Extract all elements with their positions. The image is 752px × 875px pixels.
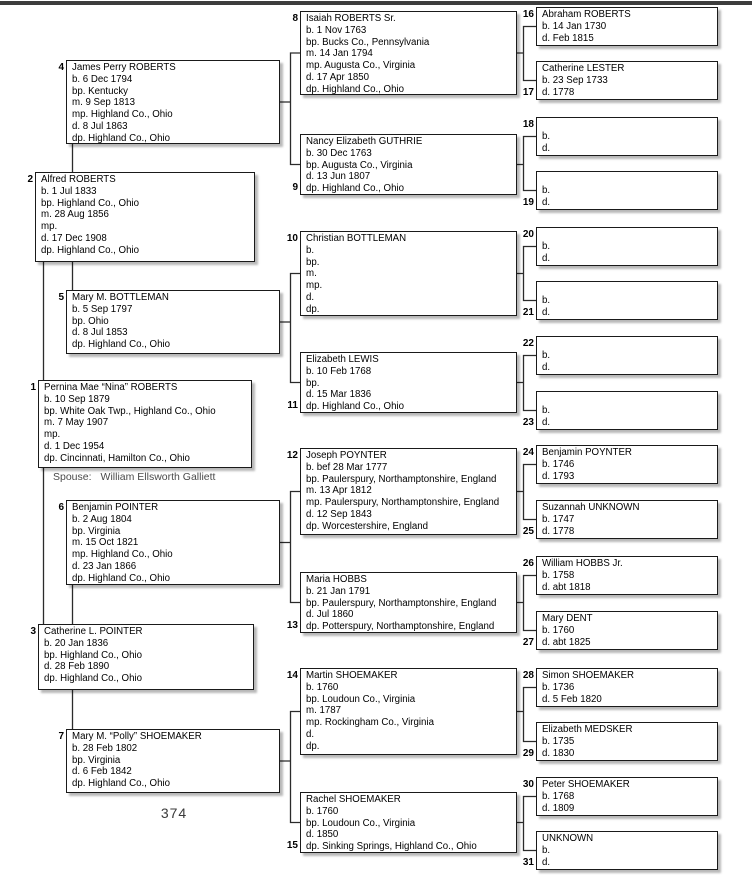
person-detail-line: m. 28 Aug 1856	[41, 209, 109, 221]
person-box-15	[286, 792, 517, 853]
person-number: 9	[292, 182, 298, 193]
spouse-line	[53, 471, 215, 483]
person-detail-line: b. 1760	[542, 624, 575, 636]
person-detail-line: d. 23 Jan 1866	[72, 560, 137, 572]
person-number: 26	[522, 558, 534, 569]
person-name: Isaiah ROBERTS Sr.	[306, 13, 396, 24]
person-box-13	[286, 572, 517, 633]
person-detail-line: mp. Highland Co., Ohio	[72, 109, 173, 121]
person-detail-line: m. 15 Oct 1821	[72, 537, 139, 549]
person-detail-line: bp. Paulerspury, Northamptonshire, England	[306, 473, 497, 485]
person-detail-line: dp.	[306, 740, 320, 752]
person-detail-line: dp. Highland Co., Ohio	[72, 132, 171, 144]
person-number: 15	[286, 840, 298, 851]
person-detail-line: d. Feb 1815	[542, 32, 594, 44]
person-detail-line: b. 30 Dec 1763	[306, 147, 372, 159]
person-detail-line: b.	[542, 404, 551, 416]
person-detail-line: d. 1830	[542, 747, 575, 759]
person-box-3	[30, 624, 254, 690]
person-detail-line: b. 1747	[542, 513, 575, 525]
person-detail-line: mp.	[41, 221, 58, 233]
person-name	[542, 338, 714, 350]
person-box-17	[522, 61, 718, 100]
person-detail-line: b. 28 Feb 1802	[72, 742, 138, 754]
person-box-2	[27, 172, 255, 262]
person-number: 13	[286, 620, 298, 631]
person-detail-line: d.	[542, 142, 551, 154]
person-detail-line: dp. Potterspury, Northamptonshire, England	[306, 621, 495, 633]
person-detail-line: d. 17 Dec 1908	[41, 232, 107, 244]
person-number: 31	[522, 857, 534, 868]
person-detail-line: d. 1809	[542, 802, 575, 814]
person-detail-line: b. 14 Jan 1730	[542, 20, 607, 32]
person-detail-line: mp. Highland Co., Ohio	[72, 549, 173, 561]
spouse-name: William Ellsworth Galliett	[100, 471, 216, 483]
person-box-7	[58, 729, 280, 793]
person-box-23	[522, 391, 718, 430]
person-number: 22	[522, 338, 534, 349]
person-box-28	[522, 668, 718, 707]
person-detail-line: b. 1760	[306, 681, 339, 693]
person-name: William HOBBS Jr.	[542, 558, 623, 569]
person-box-11	[287, 352, 517, 413]
person-detail-line: d. 1 Dec 1954	[44, 440, 105, 452]
person-name: Mary M. BOTTLEMAN	[72, 292, 169, 303]
person-detail-line: dp. Sinking Springs, Highland Co., Ohio	[306, 841, 477, 853]
person-detail-line: m.	[306, 268, 317, 280]
person-name: Mary DENT	[542, 613, 593, 624]
person-detail-line: d.	[542, 361, 551, 373]
person-detail-line: d. 8 Jul 1853	[72, 327, 128, 339]
person-box-21	[522, 281, 718, 320]
person-detail-line: dp.	[306, 303, 320, 315]
person-detail-line: dp. Highland Co., Ohio	[72, 572, 171, 584]
person-detail-line: m. 14 Jan 1794	[306, 48, 373, 60]
person-number: 7	[58, 731, 64, 742]
person-box-31	[522, 831, 718, 870]
person-detail-line: b.	[306, 244, 315, 256]
person-box-26	[522, 556, 718, 595]
person-name: Joseph POYNTER	[306, 450, 387, 461]
person-box-18	[522, 117, 718, 156]
person-detail-line: b. 10 Sep 1879	[44, 393, 110, 405]
person-name: Martin SHOEMAKER	[306, 670, 398, 681]
person-number: 29	[522, 748, 534, 759]
person-box-9	[292, 134, 517, 195]
person-detail-line: b. 1 Nov 1763	[306, 24, 367, 36]
person-name: Catherine LESTER	[542, 63, 625, 74]
person-number: 28	[522, 670, 534, 681]
person-name: UNKNOWN	[542, 833, 594, 844]
person-box-30	[522, 777, 718, 816]
person-detail-line: bp. Highland Co., Ohio	[44, 649, 143, 661]
person-detail-line: b. 6 Dec 1794	[72, 73, 133, 85]
person-number: 2	[27, 174, 33, 185]
person-box-29	[522, 722, 718, 761]
person-number: 21	[522, 307, 534, 318]
person-name: Christian BOTTLEMAN	[306, 233, 407, 244]
person-detail-line: dp. Highland Co., Ohio	[41, 244, 140, 256]
person-detail-line: b.	[542, 349, 551, 361]
person-detail-line: bp. Virginia	[72, 754, 121, 766]
person-name: Maria HOBBS	[306, 574, 367, 585]
person-detail-line: d. 8 Jul 1863	[72, 120, 128, 132]
person-detail-line: b. 1746	[542, 458, 575, 470]
person-detail-line: d.	[542, 306, 551, 318]
person-box-5	[58, 290, 280, 354]
page-number: 374	[160, 805, 188, 821]
person-detail-line: d.	[306, 291, 315, 303]
person-number: 14	[286, 670, 298, 681]
person-detail-line: d.	[542, 416, 551, 428]
person-number: 3	[30, 626, 36, 637]
person-detail-line: d. 1778	[542, 86, 575, 98]
person-name: Catherine L. POINTER	[44, 626, 143, 637]
person-name: Benjamin POINTER	[72, 502, 159, 513]
person-detail-line: b.	[542, 184, 551, 196]
person-name: Pernina Mae “Nina” ROBERTS	[44, 382, 178, 393]
person-detail-line: d. 1850	[306, 829, 339, 841]
person-detail-line: bp.	[306, 377, 320, 389]
person-name	[542, 119, 714, 131]
person-name: Benjamin POYNTER	[542, 447, 632, 458]
person-detail-line: bp. Highland Co., Ohio	[41, 197, 140, 209]
person-detail-line: d. 1793	[542, 470, 575, 482]
person-number: 18	[522, 119, 534, 130]
person-number: 24	[522, 447, 534, 458]
person-number: 19	[522, 197, 534, 208]
person-name: Nancy Elizabeth GUTHRIE	[306, 136, 423, 147]
person-box-6	[58, 500, 280, 585]
person-detail-line: bp. Kentucky	[72, 85, 129, 97]
person-detail-line: dp. Highland Co., Ohio	[72, 339, 171, 351]
person-box-27	[522, 611, 718, 650]
person-detail-line: d.	[306, 728, 315, 740]
person-detail-line: dp. Highland Co., Ohio	[72, 778, 171, 790]
person-detail-line: d. 17 Apr 1850	[306, 71, 370, 83]
person-detail-line: b. 1735	[542, 735, 575, 747]
person-detail-line: mp. Paulerspury, Northamptonshire, England	[306, 497, 500, 509]
person-number: 4	[58, 62, 64, 73]
person-name: Peter SHOEMAKER	[542, 779, 630, 790]
person-detail-line: b. 5 Sep 1797	[72, 303, 133, 315]
person-name	[542, 229, 714, 241]
person-number: 6	[58, 502, 64, 513]
person-detail-line: b.	[542, 130, 551, 142]
person-name	[542, 173, 714, 185]
person-detail-line: b. 10 Feb 1768	[306, 365, 372, 377]
person-detail-line: mp. Rockingham Co., Virginia	[306, 717, 434, 729]
person-detail-line: d. 6 Feb 1842	[72, 766, 132, 778]
person-detail-line: bp. Paulerspury, Northamptonshire, England	[306, 597, 497, 609]
person-box-4	[58, 60, 280, 144]
person-detail-line: b.	[542, 294, 551, 306]
person-detail-line: bp. Loudoun Co., Virginia	[306, 817, 416, 829]
person-number: 5	[58, 292, 64, 303]
person-box-1	[30, 380, 252, 468]
person-detail-line: d. 12 Sep 1843	[306, 508, 372, 520]
person-box-16	[522, 7, 718, 46]
person-box-20	[522, 227, 718, 266]
person-detail-line: d. 15 Mar 1836	[306, 389, 372, 401]
person-detail-line: d. 5 Feb 1820	[542, 693, 602, 705]
person-detail-line: d. 1778	[542, 525, 575, 537]
person-name: Suzannah UNKNOWN	[542, 502, 640, 513]
person-box-10	[286, 231, 517, 316]
person-detail-line: bp. White Oak Twp., Highland Co., Ohio	[44, 405, 216, 417]
person-name: James Perry ROBERTS	[72, 62, 176, 73]
person-detail-line: b. 1 Jul 1833	[41, 185, 97, 197]
person-number: 20	[522, 229, 534, 240]
person-detail-line: b. 23 Sep 1733	[542, 74, 608, 86]
spouse-label: Spouse:	[53, 471, 92, 483]
person-number: 1	[30, 382, 36, 393]
person-detail-line: d. Jul 1860	[306, 609, 354, 621]
person-name	[542, 283, 714, 295]
person-detail-line: d. abt 1818	[542, 581, 591, 593]
person-detail-line: mp.	[306, 280, 323, 292]
person-detail-line: b. 21 Jan 1791	[306, 585, 371, 597]
person-number: 27	[522, 637, 534, 648]
person-detail-line: b. 1760	[306, 805, 339, 817]
person-name: Mary M. “Polly” SHOEMAKER	[72, 731, 202, 742]
person-detail-line: d.	[542, 196, 551, 208]
person-detail-line: b.	[542, 240, 551, 252]
person-detail-line: d.	[542, 252, 551, 264]
person-detail-line: m. 7 May 1907	[44, 417, 109, 429]
person-number: 8	[292, 13, 298, 24]
person-detail-line: dp. Highland Co., Ohio	[306, 183, 405, 195]
person-box-22	[522, 336, 718, 375]
person-detail-line: bp. Augusta Co., Virginia	[306, 159, 413, 171]
person-detail-line: b. 2 Aug 1804	[72, 513, 132, 525]
person-number: 12	[286, 450, 298, 461]
person-detail-line: mp. Augusta Co., Virginia	[306, 60, 416, 72]
person-box-14	[286, 668, 517, 755]
person-detail-line: d.	[542, 856, 551, 868]
person-name: Abraham ROBERTS	[542, 9, 631, 20]
person-box-12	[286, 448, 517, 535]
person-detail-line: dp. Worcestershire, England	[306, 520, 429, 532]
person-box-19	[522, 171, 718, 210]
person-number: 23	[522, 417, 534, 428]
person-detail-line: dp. Highland Co., Ohio	[306, 83, 405, 95]
person-number: 30	[522, 779, 534, 790]
person-detail-line: b. 20 Jan 1836	[44, 637, 109, 649]
person-name	[542, 393, 714, 405]
person-detail-line: dp. Highland Co., Ohio	[44, 673, 143, 685]
person-box-25	[522, 500, 718, 539]
person-detail-line: m. 9 Sep 1813	[72, 97, 136, 109]
person-detail-line: b.	[542, 844, 551, 856]
person-detail-line: bp. Ohio	[72, 315, 109, 327]
person-detail-line: b. 1768	[542, 790, 575, 802]
person-detail-line: m. 1787	[306, 705, 342, 717]
person-detail-line: bp.	[306, 256, 320, 268]
person-name: Elizabeth MEDSKER	[542, 724, 633, 735]
person-number: 17	[522, 87, 534, 98]
person-number: 10	[286, 233, 298, 244]
person-detail-line: m. 13 Apr 1812	[306, 485, 372, 497]
person-detail-line: b. 1758	[542, 569, 575, 581]
person-detail-line: mp.	[44, 429, 61, 441]
person-box-8	[292, 11, 517, 95]
person-detail-line: bp. Loudoun Co., Virginia	[306, 693, 416, 705]
person-detail-line: bp. Virginia	[72, 525, 121, 537]
person-name: Simon SHOEMAKER	[542, 670, 635, 681]
person-name: Rachel SHOEMAKER	[306, 794, 401, 805]
person-detail-line: bp. Bucks Co., Pennsylvania	[306, 36, 430, 48]
person-detail-line: dp. Cincinnati, Hamilton Co., Ohio	[44, 452, 190, 464]
person-number: 11	[287, 400, 298, 411]
person-detail-line: b. bef 28 Mar 1777	[306, 461, 388, 473]
person-detail-line: b. 1736	[542, 681, 575, 693]
person-name: Alfred ROBERTS	[41, 174, 116, 185]
person-detail-line: d. 13 Jun 1807	[306, 171, 371, 183]
person-detail-line: d. 28 Feb 1890	[44, 661, 110, 673]
person-number: 16	[522, 9, 534, 20]
person-name: Elizabeth LEWIS	[306, 354, 379, 365]
person-number: 25	[522, 526, 534, 537]
person-box-24	[522, 445, 718, 484]
person-detail-line: dp. Highland Co., Ohio	[306, 401, 405, 413]
person-detail-line: d. abt 1825	[542, 636, 591, 648]
